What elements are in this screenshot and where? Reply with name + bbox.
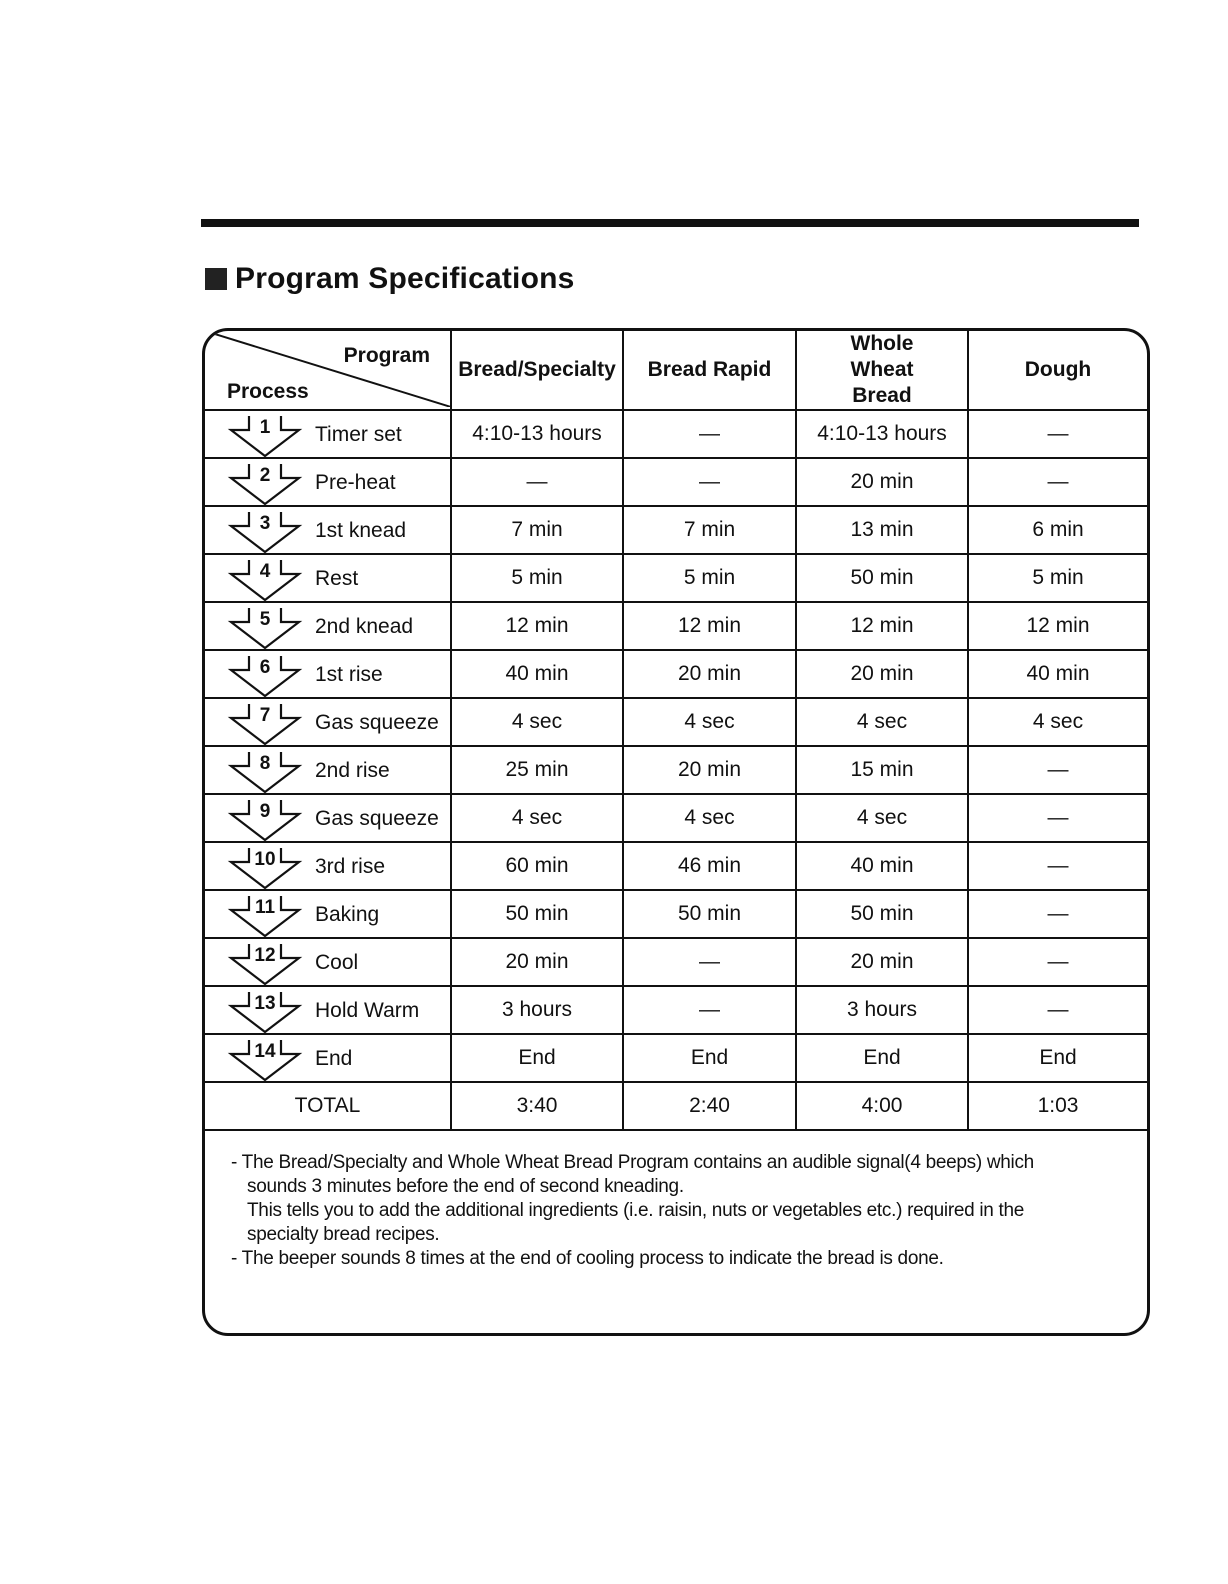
value-cell: — [968, 842, 1147, 890]
value-cell: — [968, 986, 1147, 1034]
value-cell: End [451, 1034, 623, 1082]
total-label: TOTAL [205, 1082, 451, 1130]
page-title [205, 262, 575, 296]
value-cell: — [623, 410, 796, 458]
table-row [205, 554, 1147, 602]
step-number: 6 [259, 657, 271, 678]
value-cell: End [796, 1034, 968, 1082]
value-cell: 40 min [451, 650, 623, 698]
table-row [205, 602, 1147, 650]
step-number: 1 [259, 417, 271, 438]
total-value: 1:03 [968, 1082, 1147, 1130]
value-cell: 5 min [451, 554, 623, 602]
table-row [205, 794, 1147, 842]
process-cell [205, 986, 451, 1034]
value-cell: 7 min [451, 506, 623, 554]
process-cell [205, 458, 451, 506]
value-cell: 4 sec [623, 794, 796, 842]
value-cell: 15 min [796, 746, 968, 794]
process-cell [205, 650, 451, 698]
step-number: 11 [254, 897, 276, 918]
process-cell [205, 506, 451, 554]
notes [205, 1131, 1147, 1271]
step-number: 10 [254, 849, 276, 870]
column-header: Whole Wheat Bread [796, 331, 968, 410]
process-cell [205, 410, 451, 458]
value-cell: 50 min [451, 890, 623, 938]
table-row [205, 458, 1147, 506]
value-cell: 4 sec [796, 794, 968, 842]
table-row [205, 650, 1147, 698]
value-cell: 7 min [623, 506, 796, 554]
step-number: 7 [259, 705, 271, 726]
value-cell: 40 min [968, 650, 1147, 698]
note-line: This tells you to add the additional ingredients (i.e. raisin, nuts or vegetables etc.) required in the [247, 1200, 1025, 1221]
note-line: sounds 3 minutes before the end of second kneading. [247, 1176, 684, 1197]
process-name: 3rd rise [315, 855, 386, 878]
process-cell [205, 842, 451, 890]
process-cell [205, 890, 451, 938]
step-number: 12 [254, 945, 276, 966]
step-number: 3 [259, 513, 271, 534]
process-name: 1st rise [315, 663, 383, 686]
value-cell: End [968, 1034, 1147, 1082]
process-name: Timer set [315, 423, 402, 446]
process-name: Gas squeeze [315, 807, 439, 830]
step-number: 5 [259, 609, 271, 630]
value-cell: 60 min [451, 842, 623, 890]
spec-table-frame [202, 328, 1150, 1336]
value-cell: 20 min [451, 938, 623, 986]
value-cell: 50 min [623, 890, 796, 938]
value-cell: 12 min [796, 602, 968, 650]
value-cell: 46 min [623, 842, 796, 890]
table-row [205, 1034, 1147, 1082]
value-cell: 20 min [796, 650, 968, 698]
process-cell [205, 554, 451, 602]
value-cell: 12 min [968, 602, 1147, 650]
process-cell [205, 698, 451, 746]
step-number: 2 [259, 465, 271, 486]
note-line: - The Bread/Specialty and Whole Wheat Bread Program contains an audible signal(4 beeps) which [231, 1152, 1034, 1173]
value-cell: 4:10-13 hours [796, 410, 968, 458]
table-row [205, 938, 1147, 986]
value-cell: 4 sec [451, 794, 623, 842]
header-row [205, 331, 1147, 410]
table-row [205, 410, 1147, 458]
value-cell: 4 sec [968, 698, 1147, 746]
process-cell [205, 938, 451, 986]
column-header: Bread/Specialty [451, 331, 623, 410]
step-number: 14 [254, 1041, 276, 1062]
value-cell: 3 hours [796, 986, 968, 1034]
step-number: 9 [259, 801, 271, 822]
process-cell [205, 1034, 451, 1082]
corner-header [205, 331, 451, 410]
process-cell [205, 794, 451, 842]
value-cell: End [623, 1034, 796, 1082]
value-cell: — [968, 890, 1147, 938]
process-name: 2nd rise [315, 759, 390, 782]
value-cell: 50 min [796, 554, 968, 602]
value-cell: 13 min [796, 506, 968, 554]
table-row [205, 506, 1147, 554]
note-line: - The beeper sounds 8 times at the end of cooling process to indicate the bread is done. [231, 1248, 944, 1269]
process-name: End [315, 1047, 353, 1070]
value-cell: — [968, 794, 1147, 842]
value-cell: 5 min [623, 554, 796, 602]
value-cell: — [623, 938, 796, 986]
step-number: 8 [259, 753, 271, 774]
value-cell: 50 min [796, 890, 968, 938]
process-name: Baking [315, 903, 380, 926]
value-cell: 12 min [451, 602, 623, 650]
process-cell [205, 746, 451, 794]
value-cell: 6 min [968, 506, 1147, 554]
value-cell: 5 min [968, 554, 1147, 602]
value-cell: 20 min [796, 458, 968, 506]
value-cell: — [968, 938, 1147, 986]
table-row [205, 698, 1147, 746]
value-cell: 4 sec [623, 698, 796, 746]
table-row [205, 746, 1147, 794]
value-cell: — [451, 458, 623, 506]
value-cell: 20 min [623, 650, 796, 698]
column-header: Bread Rapid [623, 331, 796, 410]
total-row [205, 1082, 1147, 1130]
total-value: 2:40 [623, 1082, 796, 1130]
process-name: Hold Warm [315, 999, 420, 1022]
table-row [205, 842, 1147, 890]
process-name: Cool [315, 951, 359, 974]
page-title-text: Program Specifications [235, 262, 575, 295]
step-number: 4 [259, 561, 271, 582]
program-spec-table [205, 331, 1147, 1131]
value-cell: 40 min [796, 842, 968, 890]
corner-program-label: Program [343, 344, 430, 367]
value-cell: 4 sec [796, 698, 968, 746]
process-name: 2nd knead [315, 615, 414, 638]
top-rule [201, 219, 1139, 227]
process-name: Pre-heat [315, 471, 396, 494]
total-value: 4:00 [796, 1082, 968, 1130]
total-value: 3:40 [451, 1082, 623, 1130]
value-cell: 25 min [451, 746, 623, 794]
process-name: Rest [315, 567, 359, 590]
note-line: specialty bread recipes. [247, 1224, 440, 1245]
value-cell: 4:10-13 hours [451, 410, 623, 458]
square-bullet-icon [205, 268, 227, 290]
value-cell: 20 min [796, 938, 968, 986]
process-name: 1st knead [315, 519, 407, 542]
value-cell: — [623, 986, 796, 1034]
value-cell: — [968, 410, 1147, 458]
column-header: Dough [968, 331, 1147, 410]
value-cell: 12 min [623, 602, 796, 650]
corner-process-label: Process [227, 380, 309, 403]
table-row [205, 890, 1147, 938]
value-cell: 20 min [623, 746, 796, 794]
value-cell: — [968, 746, 1147, 794]
process-cell [205, 602, 451, 650]
value-cell: 4 sec [451, 698, 623, 746]
table-row [205, 986, 1147, 1034]
value-cell: 3 hours [451, 986, 623, 1034]
value-cell: — [623, 458, 796, 506]
step-number: 13 [254, 993, 276, 1014]
process-name: Gas squeeze [315, 711, 439, 734]
value-cell: — [968, 458, 1147, 506]
